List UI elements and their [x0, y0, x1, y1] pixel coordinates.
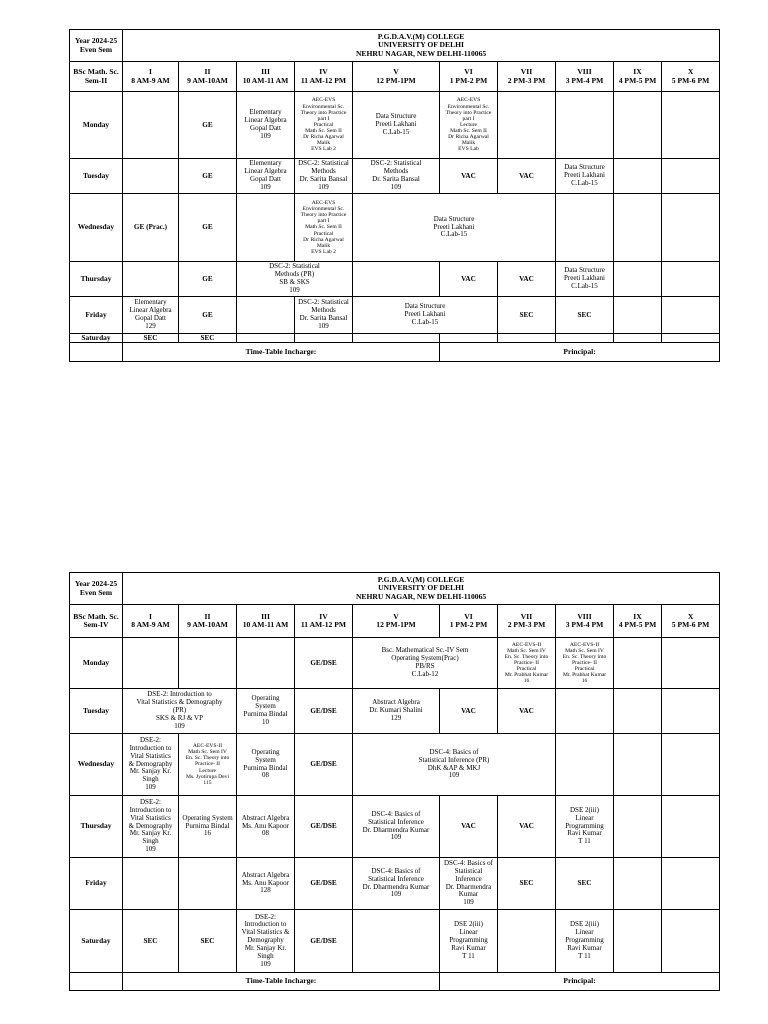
- day-label: Friday: [70, 858, 123, 910]
- empty-slot: [662, 638, 720, 689]
- empty-slot: [614, 910, 662, 973]
- class-cell: Abstract Algebra Ms. Anu Kapoor 128: [237, 858, 295, 910]
- day-row-monday: [70, 638, 720, 689]
- empty-slot: [662, 297, 720, 334]
- class-cell: GE: [179, 262, 237, 297]
- period-header: I 8 AM-9 AM: [123, 62, 179, 92]
- timetable-sem-iv: [69, 572, 720, 991]
- class-cell: AEC-EVS Environmental Sc. Theory into Practice part I Lecture Math Sc. Sem II Dr Richa Agarwal Malik EVS Lab: [440, 92, 498, 159]
- principal-label: Principal:: [440, 343, 720, 362]
- period-header: III 10 AM-11 AM: [237, 62, 295, 92]
- empty-slot: [614, 297, 662, 334]
- period-header-row: [70, 62, 720, 92]
- class-cell: VAC: [498, 262, 556, 297]
- empty-slot: [662, 858, 720, 910]
- college-header: P.G.D.A.V.(M) COLLEGE UNIVERSITY OF DELHI NEHRU NAGAR, NEW DELHI-110065: [123, 573, 720, 605]
- class-cell: Operating System Purnima Bindal 16: [179, 796, 237, 858]
- class-cell: VAC: [498, 159, 556, 194]
- empty-slot: [614, 734, 662, 796]
- principal-label: Principal:: [440, 973, 720, 991]
- course-cell: BSc Math. Sc. Sem-II: [70, 62, 123, 92]
- period-header: VII 2 PM-3 PM: [498, 62, 556, 92]
- period-header: IX 4 PM-5 PM: [614, 62, 662, 92]
- period-header: IX 4 PM-5 PM: [614, 605, 662, 638]
- class-cell: DSC-2: Statistical Methods Dr. Sarita Bansal 109: [295, 297, 353, 334]
- empty-slot: [237, 297, 295, 334]
- period-header: IV 11 AM-12 PM: [295, 62, 353, 92]
- period-header: X 5 PM-6 PM: [662, 605, 720, 638]
- class-cell: Data Structure Preeti Lakhani C.Lab-15: [353, 297, 498, 334]
- class-cell: Elementary Linear Algebra Gopal Datt 129: [123, 297, 179, 334]
- class-cell: DSE-2: Introduction to Vital Statistics & Demography Mr. Sanjay Kr. Singh 109: [123, 734, 179, 796]
- empty-slot: [614, 689, 662, 734]
- class-cell: Data Structure Preeti Lakhani C.Lab-15: [353, 92, 440, 159]
- empty-slot: [614, 638, 662, 689]
- period-header: II 9 AM-10AM: [179, 62, 237, 92]
- empty-slot: [353, 910, 440, 973]
- class-cell: AEC-EVS Environmental Sc. Theory into Practice part I Math Sc. Sem II Practical Dr Richa Agarwal Malik EVS Lab 2: [295, 194, 353, 262]
- class-cell: GE/DSE: [295, 638, 353, 689]
- period-header: I 8 AM-9 AM: [123, 605, 179, 638]
- empty-slot: [556, 194, 614, 262]
- period-header: VIII 3 PM-4 PM: [556, 62, 614, 92]
- class-cell: DSC-4: Basics of Statistical Inference Dr. Dharmendra Kumar 109: [353, 796, 440, 858]
- empty-slot: [614, 262, 662, 297]
- class-cell: VAC: [440, 159, 498, 194]
- day-row-friday: [70, 858, 720, 910]
- empty-slot: [662, 262, 720, 297]
- class-cell: Data Structure Preeti Lakhani C.Lab-15: [353, 194, 556, 262]
- day-row-saturday: [70, 910, 720, 973]
- incharge-label: Time-Table Incharge:: [123, 343, 440, 362]
- class-cell: SEC: [179, 910, 237, 973]
- timetable-sem-ii: [69, 29, 720, 362]
- empty-slot: [440, 334, 498, 343]
- day-row-tuesday: [70, 159, 720, 194]
- empty-slot: [662, 159, 720, 194]
- class-cell: DSC-2: Statistical Methods (PR) SB & SKS 109: [237, 262, 353, 297]
- empty-slot: [662, 910, 720, 973]
- empty-slot: [179, 638, 237, 689]
- empty-slot: [295, 334, 353, 343]
- class-cell: GE/DSE: [295, 858, 353, 910]
- empty-slot: [614, 194, 662, 262]
- incharge-label: Time-Table Incharge:: [123, 973, 440, 991]
- empty-slot: [556, 734, 614, 796]
- day-row-friday: [70, 297, 720, 334]
- class-cell: SEC: [123, 334, 179, 343]
- class-cell: SEC: [556, 858, 614, 910]
- period-header: V 12 PM-1PM: [353, 605, 440, 638]
- class-cell: SEC: [498, 297, 556, 334]
- day-label: Tuesday: [70, 689, 123, 734]
- class-cell: DSE 2(iii) Linear Programming Ravi Kumar T 11: [556, 910, 614, 973]
- class-cell: Operating System Purnima Bindal 08: [237, 734, 295, 796]
- class-cell: GE/DSE: [295, 796, 353, 858]
- empty-slot: [123, 262, 179, 297]
- day-label: Monday: [70, 638, 123, 689]
- day-row-wednesday: [70, 734, 720, 796]
- empty-slot: [498, 334, 556, 343]
- class-cell: SEC: [179, 334, 237, 343]
- empty-slot: [179, 858, 237, 910]
- class-cell: GE: [179, 194, 237, 262]
- day-label: Wednesday: [70, 734, 123, 796]
- day-label: Friday: [70, 297, 123, 334]
- class-cell: GE: [179, 297, 237, 334]
- class-cell: Data Structure Preeti Lakhani C.Lab-15: [556, 159, 614, 194]
- day-label: Saturday: [70, 910, 123, 973]
- class-cell: DSE 2(iii) Linear Programming Ravi Kumar T 11: [440, 910, 498, 973]
- class-cell: Abstract Algebra Dr. Kumari Shalini 129: [353, 689, 440, 734]
- course-cell: BSc Math. Sc. Sem-IV: [70, 605, 123, 638]
- day-label: Tuesday: [70, 159, 123, 194]
- empty-slot: [614, 92, 662, 159]
- period-header: V 12 PM-1PM: [353, 62, 440, 92]
- empty-slot: [123, 159, 179, 194]
- class-cell: GE/DSE: [295, 689, 353, 734]
- class-cell: DSE-2: Introduction to Vital Statistics & Demography Mr. Sanjay Kr. Singh 109: [123, 796, 179, 858]
- empty-slot: [237, 194, 295, 262]
- empty-slot: [353, 262, 440, 297]
- class-cell: VAC: [440, 689, 498, 734]
- signature-row: [70, 973, 720, 991]
- class-cell: SEC: [498, 858, 556, 910]
- empty-slot: [70, 343, 123, 362]
- empty-slot: [237, 638, 295, 689]
- class-cell: GE/DSE: [295, 910, 353, 973]
- class-cell: DSC-2: Statistical Methods Dr. Sarita Bansal 109: [353, 159, 440, 194]
- class-cell: Elementary Linear Algebra Gopal Datt 109: [237, 159, 295, 194]
- class-cell: AEC-EVS-II Math Sc. Sem IV En. Sc. Theory into Practice- II Lecture Ms. Jyotirupa Devi 115: [179, 734, 237, 796]
- period-header: VI 1 PM-2 PM: [440, 62, 498, 92]
- empty-slot: [123, 638, 179, 689]
- empty-slot: [556, 689, 614, 734]
- class-cell: AEC-EVS-II Math Sc. Sem IV En. Sc. Theory into Practice- II Practical Mr. Prabhat Kumar 16: [498, 638, 556, 689]
- empty-slot: [498, 910, 556, 973]
- day-row-thursday: [70, 796, 720, 858]
- empty-slot: [70, 973, 123, 991]
- empty-slot: [556, 334, 614, 343]
- class-cell: VAC: [498, 796, 556, 858]
- day-label: Thursday: [70, 796, 123, 858]
- class-cell: GE: [179, 159, 237, 194]
- period-header: X 5 PM-6 PM: [662, 62, 720, 92]
- empty-slot: [556, 92, 614, 159]
- day-label: Thursday: [70, 262, 123, 297]
- signature-row: [70, 343, 720, 362]
- class-cell: Elementary Linear Algebra Gopal Datt 109: [237, 92, 295, 159]
- day-label: Monday: [70, 92, 123, 159]
- class-cell: Abstract Algebra Ms. Anu Kapoor 08: [237, 796, 295, 858]
- class-cell: VAC: [498, 689, 556, 734]
- empty-slot: [614, 334, 662, 343]
- class-cell: Data Structure Preeti Lakhani C.Lab-15: [556, 262, 614, 297]
- day-label: Saturday: [70, 334, 123, 343]
- empty-slot: [498, 92, 556, 159]
- college-header: P.G.D.A.V.(M) COLLEGE UNIVERSITY OF DELHI NEHRU NAGAR, NEW DELHI-110065: [123, 30, 720, 62]
- period-header-row: [70, 605, 720, 638]
- empty-slot: [662, 796, 720, 858]
- class-cell: Operating System Purnima Bindal 10: [237, 689, 295, 734]
- class-cell: DSC-4: Basics of Statistical Inference (PR) DhK &AP & MKJ 109: [353, 734, 556, 796]
- class-cell: VAC: [440, 796, 498, 858]
- class-cell: DSE-2: Introduction to Vital Statistics & Demography (PR) SKS & RJ & VP 109: [123, 689, 237, 734]
- class-cell: AEC-EVS-II Math Sc. Sem IV En. Sc. Theory into Practice- II Practical Mr. Prabhat Kumar 16: [556, 638, 614, 689]
- empty-slot: [662, 334, 720, 343]
- day-row-tuesday: [70, 689, 720, 734]
- class-cell: DSC-4: Basics of Statistical Inference Dr. Dharmendra Kumar 109: [353, 858, 440, 910]
- class-cell: AEC-EVS Environmental Sc. Theory into Practice part I Practical Math Sc. Sem II Dr Richa Agarwal Malik EVS Lab 2: [295, 92, 353, 159]
- class-cell: DSE-2: Introduction to Vital Statistics & Demography Mr. Sanjay Kr. Singh 109: [237, 910, 295, 973]
- empty-slot: [237, 334, 295, 343]
- class-cell: DSE 2(iii) Linear Programming Ravi Kumar T 11: [556, 796, 614, 858]
- class-cell: SEC: [123, 910, 179, 973]
- class-cell: DSC-4: Basics of Statistical Inference Dr. Dharmendra Kumar 109: [440, 858, 498, 910]
- period-header: II 9 AM-10AM: [179, 605, 237, 638]
- empty-slot: [123, 92, 179, 159]
- day-row-monday: [70, 92, 720, 159]
- empty-slot: [614, 858, 662, 910]
- empty-slot: [662, 92, 720, 159]
- period-header: VI 1 PM-2 PM: [440, 605, 498, 638]
- period-header: VII 2 PM-3 PM: [498, 605, 556, 638]
- class-cell: VAC: [440, 262, 498, 297]
- empty-slot: [614, 796, 662, 858]
- class-cell: Bsc. Mathematical Sc.-IV Sem Operating System(Prac) PB/RS C.Lab-12: [353, 638, 498, 689]
- class-cell: GE: [179, 92, 237, 159]
- period-header: VIII 3 PM-4 PM: [556, 605, 614, 638]
- period-header: IV 11 AM-12 PM: [295, 605, 353, 638]
- empty-slot: [353, 334, 440, 343]
- class-cell: DSC-2: Statistical Methods Dr. Sarita Bansal 109: [295, 159, 353, 194]
- class-cell: SEC: [556, 297, 614, 334]
- empty-slot: [662, 734, 720, 796]
- empty-slot: [662, 194, 720, 262]
- year-cell: Year 2024-25 Even Sem: [70, 573, 123, 605]
- class-cell: GE (Prac.): [123, 194, 179, 262]
- class-cell: GE/DSE: [295, 734, 353, 796]
- day-row-saturday: [70, 334, 720, 343]
- day-label: Wednesday: [70, 194, 123, 262]
- day-row-thursday: [70, 262, 720, 297]
- day-row-wednesday: [70, 194, 720, 262]
- empty-slot: [614, 159, 662, 194]
- period-header: III 10 AM-11 AM: [237, 605, 295, 638]
- empty-slot: [662, 689, 720, 734]
- empty-slot: [123, 858, 179, 910]
- year-cell: Year 2024-25 Even Sem: [70, 30, 123, 62]
